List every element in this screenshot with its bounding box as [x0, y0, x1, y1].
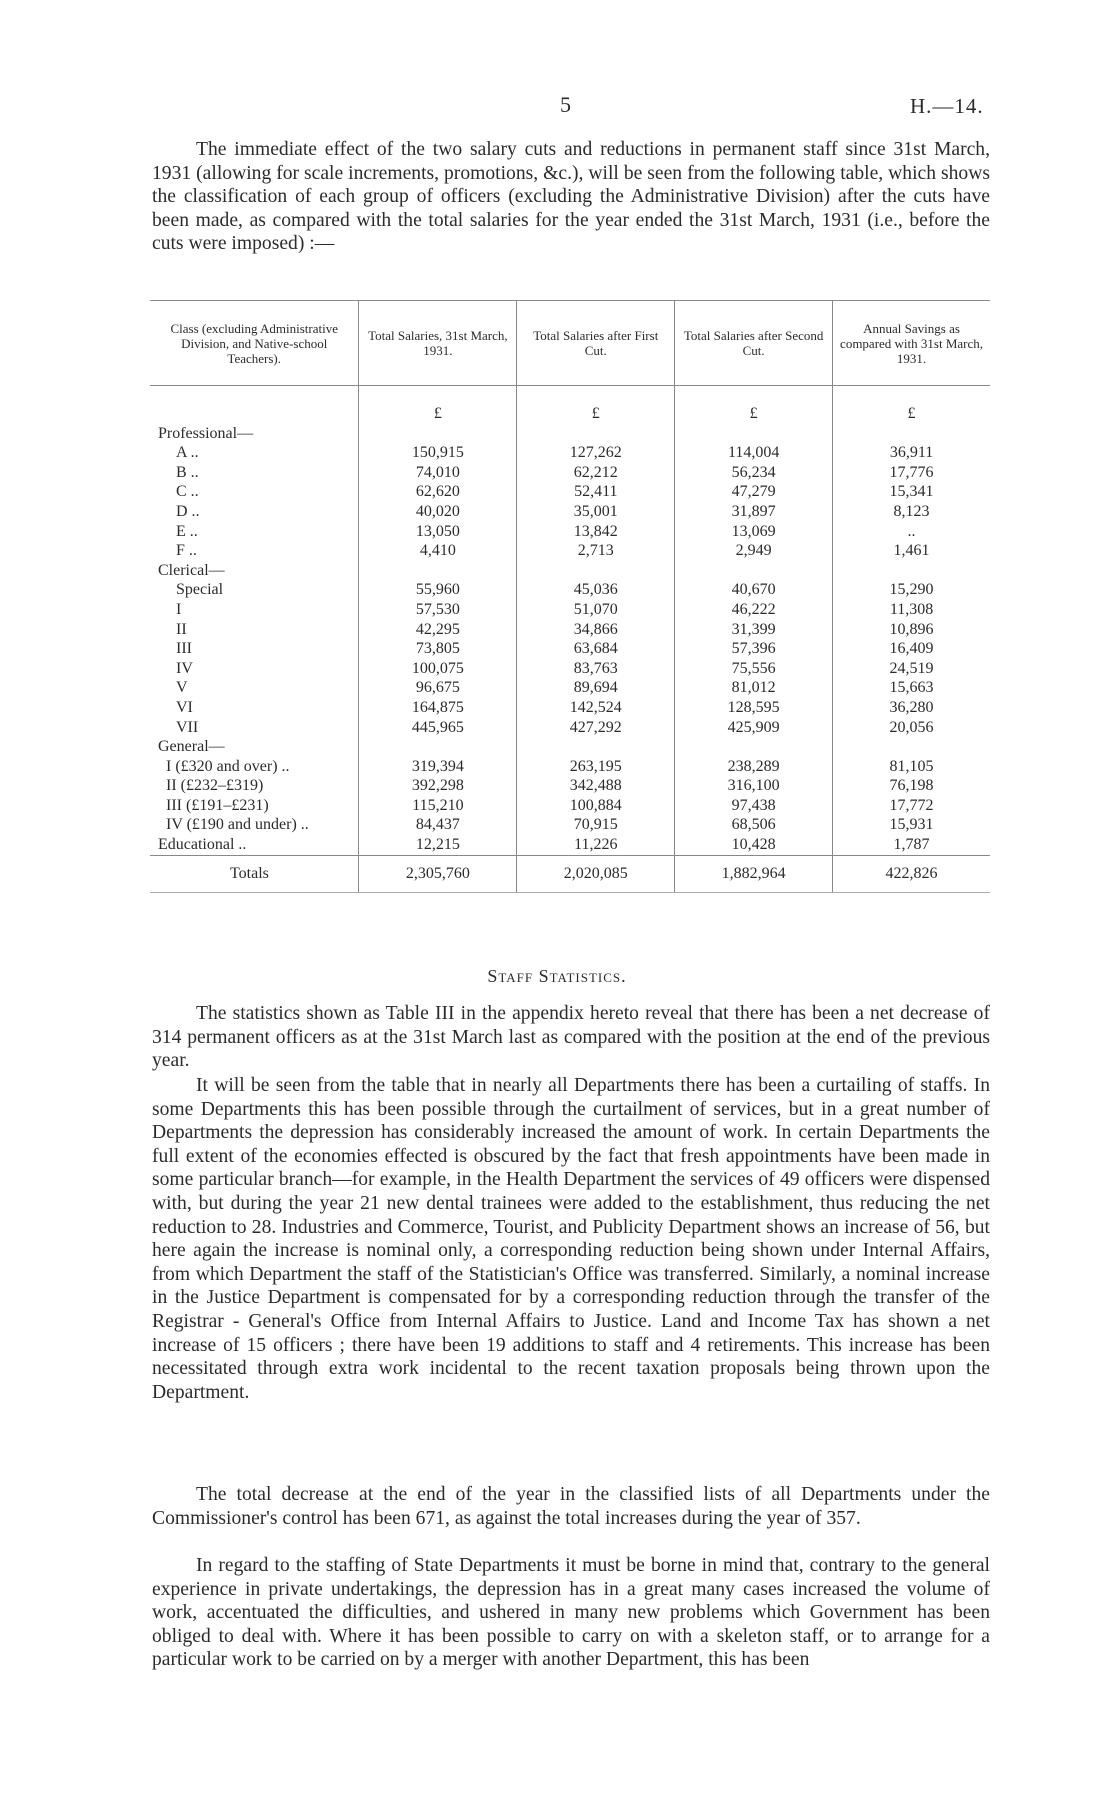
table-cell: 57,530	[359, 600, 517, 620]
table-cell: 24,519	[833, 659, 990, 679]
table-cell: 316,100	[675, 776, 833, 796]
totals-row	[150, 855, 990, 892]
table-cell: 17,776	[833, 463, 990, 483]
row-label	[150, 443, 359, 463]
table-cell: 40,670	[675, 580, 833, 600]
table-row	[150, 541, 990, 561]
table-cell: 15,931	[833, 815, 990, 835]
table-cell: 238,289	[675, 757, 833, 777]
row-label	[150, 776, 359, 796]
table-cell: 142,524	[517, 698, 675, 718]
table-row	[150, 796, 990, 816]
body-paragraph: In regard to the staffing of State Departments it must be borne in mind that, contrary to the general experience in private undertakings, the depression has in a great many cases increased the volume of work, accentuated the difficulties, and ushered in many new problems which Government has been obliged to deal with. Where it has been possible to carry on with a skeleton staff, or to arrange for a particular work to be carried on by a merger with another Department, this has been	[152, 1555, 990, 1671]
table-cell: 4,410	[359, 541, 517, 561]
table-cell: 51,070	[517, 600, 675, 620]
table-cell	[359, 561, 517, 581]
table-cell: 36,280	[833, 698, 990, 718]
row-label	[150, 678, 359, 698]
table-cell: 46,222	[675, 600, 833, 620]
table-cell: 427,292	[517, 718, 675, 738]
table-cell: 100,884	[517, 796, 675, 816]
table-cell	[517, 424, 675, 444]
row-label	[150, 463, 359, 483]
table-cell	[517, 737, 675, 757]
table-cell: 97,438	[675, 796, 833, 816]
table-cell: ..	[833, 522, 990, 542]
table-row	[150, 482, 990, 502]
table-row	[150, 698, 990, 718]
row-label-text: II (£232–£319)	[166, 777, 264, 795]
table-cell: £	[517, 386, 675, 424]
row-label	[150, 482, 359, 502]
table-row	[150, 463, 990, 483]
table-row	[150, 561, 990, 581]
salary-comparison-table	[150, 300, 990, 893]
totals-cell: 2,020,085	[517, 855, 675, 892]
table-cell: 84,437	[359, 815, 517, 835]
table-cell: 164,875	[359, 698, 517, 718]
table-cell: 342,488	[517, 776, 675, 796]
row-label-text: II	[176, 620, 187, 638]
table-cell: 1,461	[833, 541, 990, 561]
table-cell: 89,694	[517, 678, 675, 698]
page-number: 5	[560, 92, 571, 117]
table-row	[150, 620, 990, 640]
row-label-text: VI	[176, 698, 193, 716]
row-label-text: I (£320 and over) ..	[166, 757, 290, 775]
table-row	[150, 718, 990, 738]
totals-cell: 1,882,964	[675, 855, 833, 892]
document-reference: H.—14.	[910, 94, 984, 118]
table-row	[150, 757, 990, 777]
table-cell	[359, 737, 517, 757]
table-cell: 100,075	[359, 659, 517, 679]
totals-cell: 2,305,760	[359, 855, 517, 892]
table-cell: 76,198	[833, 776, 990, 796]
table-row	[150, 659, 990, 679]
currency-row	[150, 386, 990, 424]
table-cell: 73,805	[359, 639, 517, 659]
row-label-text: V	[176, 679, 188, 697]
row-label	[150, 815, 359, 835]
table-row	[150, 835, 990, 855]
row-label-text: I	[176, 600, 182, 618]
table-cell	[150, 386, 359, 424]
table-cell: 81,012	[675, 678, 833, 698]
table-row	[150, 580, 990, 600]
section-heading: Staff Statistics.	[487, 966, 627, 986]
row-label-text: Clerical—	[158, 561, 225, 579]
row-label-text: IV (£190 and under) ..	[166, 816, 309, 834]
row-label	[150, 424, 359, 444]
row-label-text: F ..	[176, 542, 197, 560]
table-cell: 52,411	[517, 482, 675, 502]
table-row	[150, 737, 990, 757]
table-cell: 31,897	[675, 502, 833, 522]
table-cell: 8,123	[833, 502, 990, 522]
row-label	[150, 835, 359, 855]
row-label	[150, 737, 359, 757]
row-label-text: B ..	[176, 463, 199, 481]
table-cell: 114,004	[675, 443, 833, 463]
table-cell: 15,663	[833, 678, 990, 698]
row-label	[150, 541, 359, 561]
table-cell: 45,036	[517, 580, 675, 600]
row-label-text: D ..	[176, 502, 200, 520]
header-first-cut: Total Salaries after First Cut.	[517, 301, 675, 386]
table-cell: 96,675	[359, 678, 517, 698]
table-cell: 36,911	[833, 443, 990, 463]
table-cell: 62,212	[517, 463, 675, 483]
table-cell: 445,965	[359, 718, 517, 738]
table-cell: 2,949	[675, 541, 833, 561]
table-cell: 392,298	[359, 776, 517, 796]
table-cell: 12,215	[359, 835, 517, 855]
table-body	[150, 386, 990, 856]
row-label-text: Educational ..	[158, 836, 247, 854]
row-label-text: E ..	[176, 522, 198, 540]
table-cell: 62,620	[359, 482, 517, 502]
table-cell: 2,713	[517, 541, 675, 561]
table-cell: 15,290	[833, 580, 990, 600]
table-cell	[675, 424, 833, 444]
table-cell: 57,396	[675, 639, 833, 659]
table-cell: 34,866	[517, 620, 675, 640]
table-cell: 40,020	[359, 502, 517, 522]
table-cell	[833, 424, 990, 444]
table-cell: 150,915	[359, 443, 517, 463]
row-label-text: C ..	[176, 483, 199, 501]
table-cell: 74,010	[359, 463, 517, 483]
row-label	[150, 580, 359, 600]
row-label-text: General—	[158, 738, 225, 756]
intro-paragraph: The immediate effect of the two salary cuts and reductions in permanent staff since 31st March, 1931 (allowing for scale increments, promotions, &c.), will be seen from the following table, which shows the classification of each group of officers (excluding the Administrative Division) after the cuts have been made, as compared with the total salaries for the year ended the 31st March, 1931 (i.e., before the cuts were imposed) :—	[152, 139, 990, 255]
table-cell: 35,001	[517, 502, 675, 522]
table-cell: 17,772	[833, 796, 990, 816]
row-label-text: III (£191–£231)	[166, 796, 269, 814]
table-cell	[359, 424, 517, 444]
table-cell: 11,226	[517, 835, 675, 855]
table-cell: 1,787	[833, 835, 990, 855]
table-row	[150, 502, 990, 522]
table-cell: 425,909	[675, 718, 833, 738]
table-cell	[675, 561, 833, 581]
table-cell: 70,915	[517, 815, 675, 835]
row-label	[150, 620, 359, 640]
table-row	[150, 443, 990, 463]
table-row	[150, 522, 990, 542]
table-cell: 263,195	[517, 757, 675, 777]
header-total-salaries: Total Salaries, 31st March, 1931.	[359, 301, 517, 386]
table-cell: 42,295	[359, 620, 517, 640]
table-cell: £	[675, 386, 833, 424]
row-label-text: III	[176, 640, 192, 658]
table-cell: 13,050	[359, 522, 517, 542]
table-cell: 20,056	[833, 718, 990, 738]
table-cell: 115,210	[359, 796, 517, 816]
table-row	[150, 424, 990, 444]
row-label-text: IV	[176, 659, 193, 677]
row-label	[150, 522, 359, 542]
header-class: Class (excluding Administrative Division, and Native-school Teachers).	[150, 301, 359, 386]
table-cell: 10,428	[675, 835, 833, 855]
table-cell: 128,595	[675, 698, 833, 718]
totals-label: Totals	[150, 855, 359, 892]
table-cell: 13,069	[675, 522, 833, 542]
table-cell: £	[833, 386, 990, 424]
table-header-row	[150, 301, 990, 386]
row-label	[150, 561, 359, 581]
table-cell: £	[359, 386, 517, 424]
row-label-text: Special	[176, 581, 224, 599]
table-row	[150, 639, 990, 659]
table-cell: 68,506	[675, 815, 833, 835]
row-label-text: Professional—	[158, 424, 254, 442]
header-annual-savings: Annual Savings as compared with 31st March, 1931.	[833, 301, 990, 386]
row-label	[150, 639, 359, 659]
table-cell: 75,556	[675, 659, 833, 679]
table-cell: 16,409	[833, 639, 990, 659]
row-label-text: A ..	[176, 444, 199, 462]
body-paragraph: The total decrease at the end of the year in the classified lists of all Departments under the Commissioner's control has been 671, as against the total increases during the year of 357.	[152, 1484, 990, 1529]
table-row	[150, 776, 990, 796]
table-cell	[833, 737, 990, 757]
table-cell: 11,308	[833, 600, 990, 620]
row-label	[150, 698, 359, 718]
table-cell: 10,896	[833, 620, 990, 640]
row-label	[150, 757, 359, 777]
row-label	[150, 502, 359, 522]
table-cell: 31,399	[675, 620, 833, 640]
row-label	[150, 600, 359, 620]
table-row	[150, 600, 990, 620]
table-cell: 127,262	[517, 443, 675, 463]
table-cell	[833, 561, 990, 581]
table-cell: 55,960	[359, 580, 517, 600]
row-label	[150, 796, 359, 816]
table-cell: 81,105	[833, 757, 990, 777]
table-cell: 13,842	[517, 522, 675, 542]
table-row	[150, 815, 990, 835]
body-paragraph: The statistics shown as Table III in the appendix hereto reveal that there has been a net decrease of 314 permanent officers as at the 31st March last as compared with the position at the end of the previous year.	[152, 1003, 990, 1072]
header-second-cut: Total Salaries after Second Cut.	[675, 301, 833, 386]
body-paragraph: It will be seen from the table that in nearly all Departments there has been a curtailing of staffs. In some Departments this has been possible through the curtailment of services, but in a great number of Departments the depression has considerably increased the amount of work. In certain Departments the full extent of the economies effected is obscured by the fact that fresh appointments have been made in some particular branch—for example, in the Health Department the services of 49 officers were dispensed with, but during the year 21 new dental trainees were added to the establishment, thus reducing the net reduction to 28. Industries and Commerce, Tourist, and Publicity Department shows an increase of 56, but here again the increase is nominal only, a corresponding reduction being shown under Internal Affairs, from which Department the staff of the Statistician's Office was transferred. Similarly, a nominal increase in the Justice Department is compensated for by a corresponding reduction through the transfer of the Registrar - General's Office from Internal Affairs to Justice. Land and Income Tax has shown a net increase of 15 officers ; there have been 19 additions to staff and 4 retirements. This increase has been necessitated through extra work incidental to the recent taxation proposals being thrown upon the Department.	[152, 1075, 990, 1403]
table-cell: 15,341	[833, 482, 990, 502]
table-cell: 83,763	[517, 659, 675, 679]
row-label	[150, 718, 359, 738]
totals-cell: 422,826	[833, 855, 990, 892]
table-cell	[517, 561, 675, 581]
table-cell: 47,279	[675, 482, 833, 502]
row-label	[150, 659, 359, 679]
table-cell: 56,234	[675, 463, 833, 483]
table-row	[150, 678, 990, 698]
table-cell: 319,394	[359, 757, 517, 777]
table-cell: 63,684	[517, 639, 675, 659]
table-cell	[675, 737, 833, 757]
row-label-text: VII	[176, 718, 199, 736]
